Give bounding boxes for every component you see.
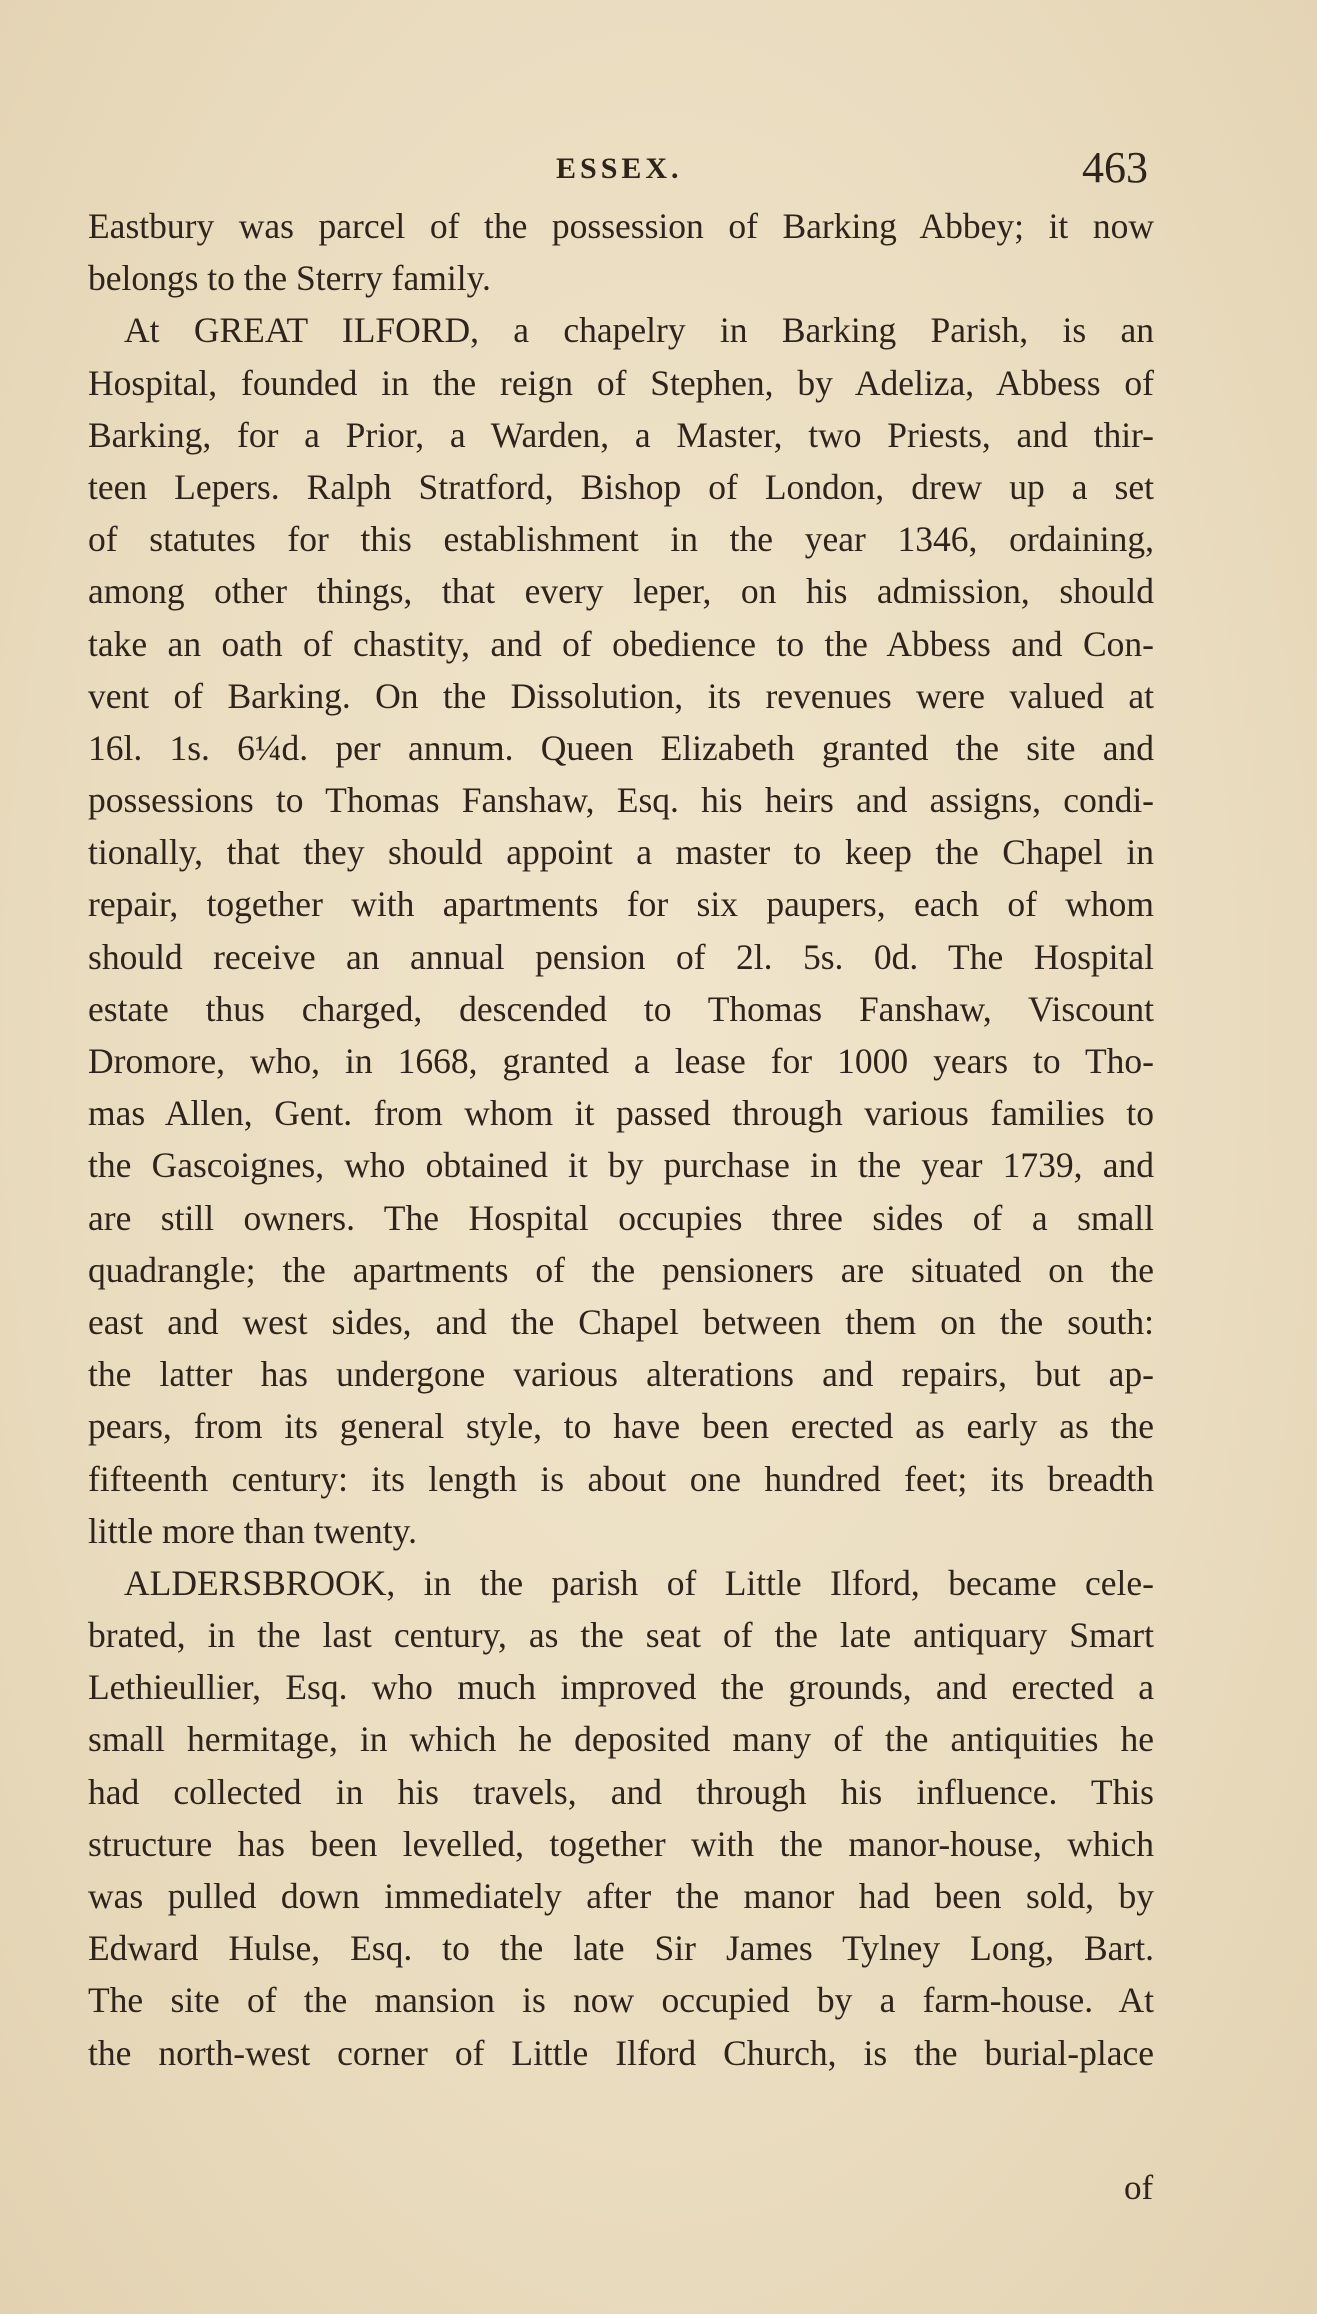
text-line: had collected in his travels, and through his influence. This — [88, 1771, 1154, 1812]
text-line: are still owners. The Hospital occupies three sides of a small — [88, 1197, 1154, 1238]
page-header — [0, 138, 1317, 198]
text-line: should receive an annual pension of 2l. 5s. 0d. The Hospital — [88, 936, 1154, 977]
page-number: 463 — [1082, 143, 1148, 192]
text-line: Dromore, who, in 1668, granted a lease for 1000 years to Tho- — [88, 1041, 1154, 1081]
text-line: ALDERSBROOK, in the parish of Little Ilford, became cele- — [124, 1562, 1154, 1603]
text-line: structure has been levelled, together with the manor-house, which — [88, 1823, 1154, 1864]
text-line: belongs to the Sterry family. — [88, 258, 491, 299]
body-text — [88, 200, 1154, 2079]
text-line: teen Lepers. Ralph Stratford, Bishop of London, drew up a set — [88, 466, 1154, 507]
text-line: possessions to Thomas Fanshaw, Esq. his heirs and assigns, condi- — [88, 780, 1154, 821]
text-line: the Gascoignes, who obtained it by purchase in the year 1739, and — [88, 1145, 1154, 1186]
text-line: Hospital, founded in the reign of Stephen, by Adeliza, Abbess of — [88, 362, 1154, 403]
text-line: pears, from its general style, to have been erected as early as the — [88, 1406, 1154, 1447]
text-line: small hermitage, in which he deposited many of the antiquities he — [88, 1719, 1154, 1760]
text-line: east and west sides, and the Chapel between them on the south: — [88, 1301, 1154, 1342]
text-line: the north-west corner of Little Ilford Church, is the burial-place — [88, 2032, 1154, 2073]
text-line: was pulled down immediately after the manor had been sold, by — [88, 1876, 1154, 1916]
running-head: ESSEX. — [556, 152, 683, 185]
text-line: Lethieullier, Esq. who much improved the grounds, and erected a — [88, 1667, 1154, 1708]
text-line: Barking, for a Prior, a Warden, a Master, two Priests, and thir- — [88, 414, 1154, 455]
text-line: repair, together with apartments for six paupers, each of whom — [88, 884, 1154, 925]
text-line: among other things, that every leper, on his admission, should — [88, 571, 1154, 612]
text-line: fifteenth century: its length is about one hundred feet; its breadth — [88, 1458, 1154, 1499]
text-line: At GREAT ILFORD, a chapelry in Barking Parish, is an — [124, 310, 1154, 351]
text-line: of statutes for this establishment in the year 1346, ordaining, — [88, 519, 1154, 560]
text-line: The site of the mansion is now occupied by a farm-house. At — [88, 1980, 1154, 2021]
text-line: 16l. 1s. 6¼d. per annum. Queen Elizabeth granted the site and — [88, 727, 1154, 768]
text-line: Edward Hulse, Esq. to the late Sir James Tylney Long, Bart. — [88, 1928, 1154, 1969]
text-line: brated, in the last century, as the seat of the late antiquary Smart — [88, 1615, 1154, 1656]
text-line: mas Allen, Gent. from whom it passed through various families to — [88, 1093, 1154, 1134]
text-line: tionally, that they should appoint a master to keep the Chapel in — [88, 832, 1154, 873]
text-line: little more than twenty. — [88, 1510, 417, 1551]
text-line: vent of Barking. On the Dissolution, its revenues were valued at — [88, 675, 1154, 716]
text-line: the latter has undergone various alterations and repairs, but ap- — [88, 1354, 1154, 1395]
text-line: take an oath of chastity, and of obedience to the Abbess and Con- — [88, 623, 1154, 664]
text-line: quadrangle; the apartments of the pensioners are situated on the — [88, 1249, 1154, 1290]
text-line: Eastbury was parcel of the possession of Barking Abbey; it now — [88, 206, 1154, 246]
catchword: of — [1124, 2168, 1154, 2207]
text-line: estate thus charged, descended to Thomas Fanshaw, Viscount — [88, 988, 1154, 1029]
